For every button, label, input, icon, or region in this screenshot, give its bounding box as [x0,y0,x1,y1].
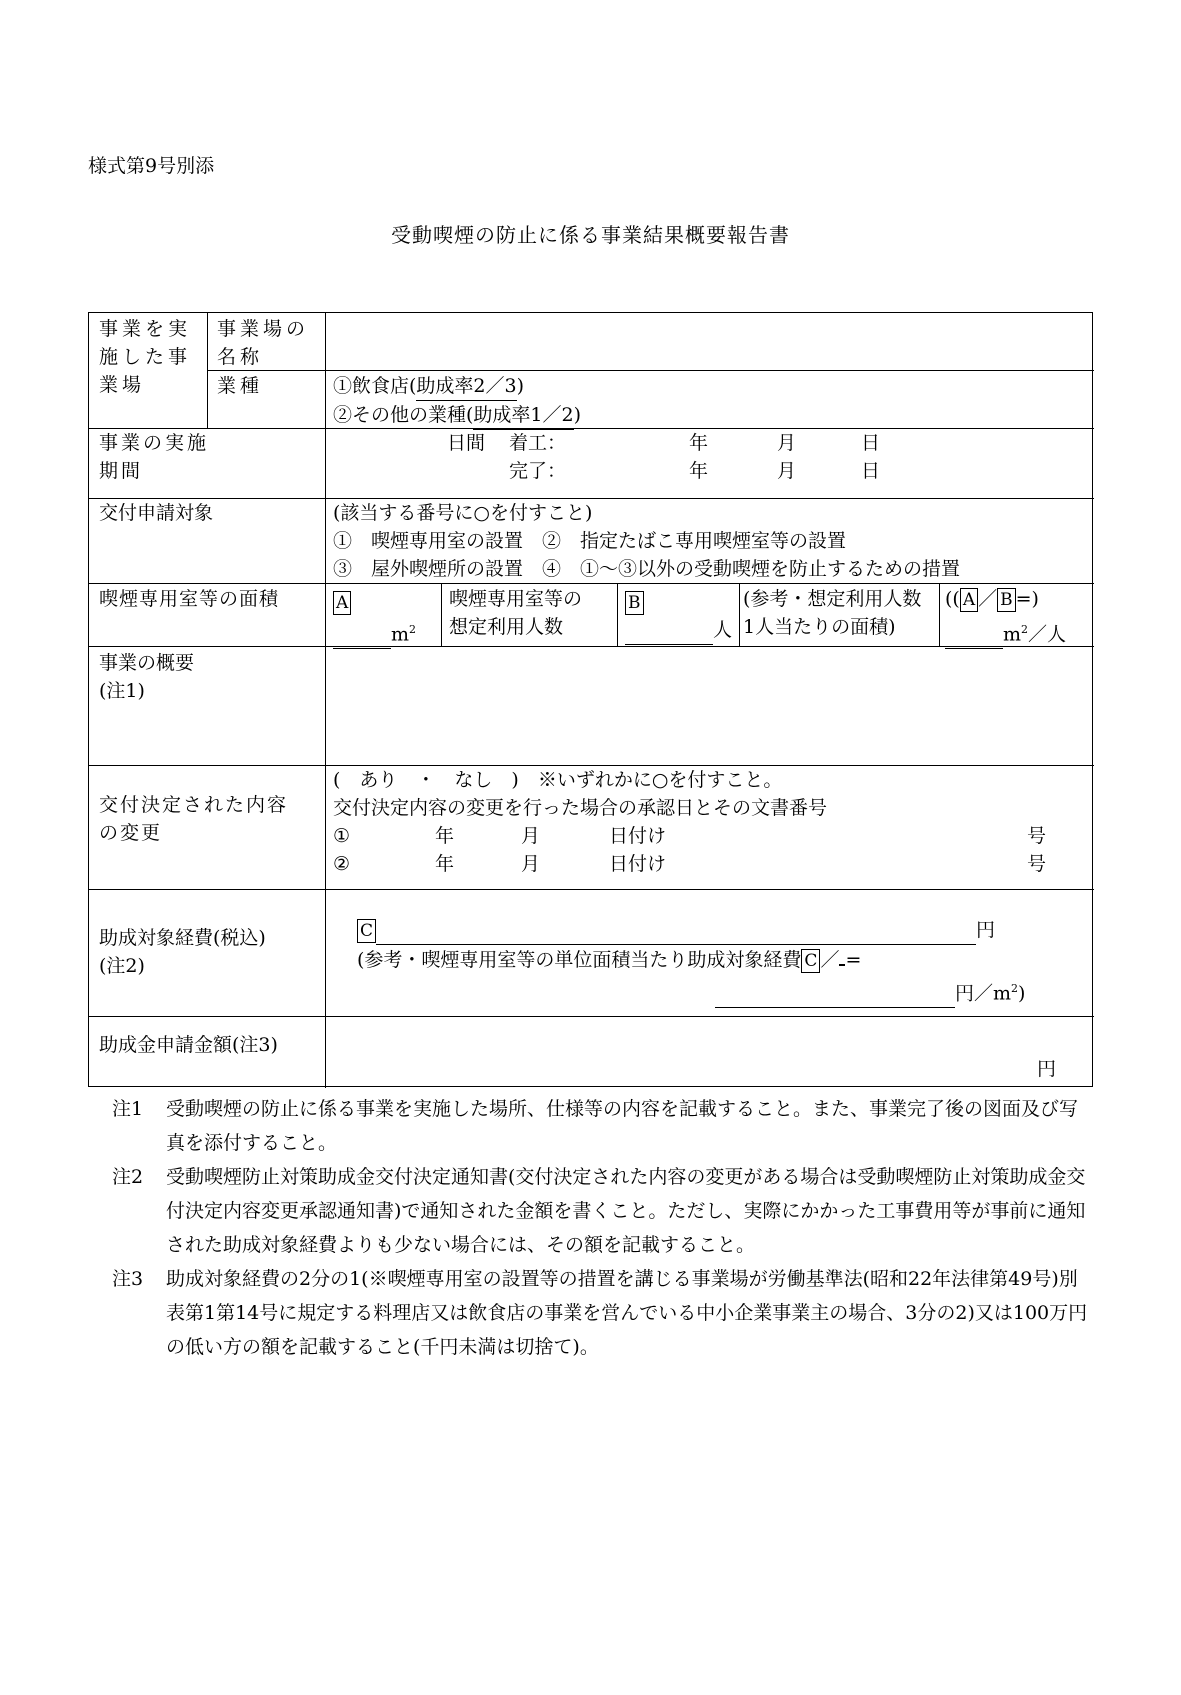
note-3: 注3 助成対象経費の2分の1(※喫煙専用室の設置等の措置を講じる事業場が労働基準法(昭和22年法律第49号)別表第1第14号に規定する料理店又は飲食店の事業を営んでいる中小企業事業主の場合、3分の2)又は100万円の低い方の額を記載すること(千円未満は切捨て)。 [112,1268,1088,1358]
per-person-input[interactable]: $m^2/$人 [945,616,1066,649]
ratio-formula: (( A ／ B =) [945,588,1039,610]
area-label: 喫煙専用室等の面積 [99,588,280,610]
cost-input[interactable]: C 円 [357,916,995,945]
change-item-2-year: 年 [435,853,455,875]
note-1: 注1 受動喫煙の防止に係る事業を実施した場所、仕様等の内容を記載すること。また、事業完了後の図面及び写真を添付すること。 [112,1098,1079,1154]
overview-field[interactable] [337,653,1077,753]
change-item-2-number: 号 [1027,853,1047,875]
end-day: 日 [861,460,881,482]
period-label: 事業の実施 期間 [99,432,210,482]
change-item-2-dated: 日付け [609,853,667,875]
period-start-label: 着工： [509,432,567,454]
area-reference-label: (参考・想定利用人数 1人当たりの面積) [743,588,922,638]
cost-per-area-input[interactable]: 円$/m^2$) [715,975,1025,1008]
industry-options[interactable] [333,372,581,430]
users-input[interactable]: 人 [625,616,732,645]
target-option-1: ① 喫煙専用室の設置 [333,530,524,552]
change-item-2-month: 月 [521,853,541,875]
target-option-4: ④ ①～③以外の受動喫煙を防止するための措置 [542,558,961,580]
target-option-3: ③ 屋外喫煙所の設置 [333,558,524,580]
request-yen[interactable]: 円 [1037,1058,1057,1080]
cost-reference: (参考・喫煙専用室等の単位面積当たり助成対象経費 C ／ = [357,949,862,971]
end-year: 年 [689,460,709,482]
note-2: 注2 受動喫煙防止対策助成金交付決定通知書(交付決定された内容の変更がある場合は受動喫煙防止対策助成金交付決定内容変更承認通知書)で通知された金額を書くこと。ただし、実際にかかった工事費用等が事前に通知された助成対象経費よりも少ない場合には、その額を記載すること。 [112,1166,1086,1256]
area-box-b: B [625,588,644,616]
period-end-label: 完了： [509,460,567,482]
change-item-1-month: 月 [521,825,541,847]
change-item-1-dated: 日付け [609,825,667,847]
overview-label: 事業の概要 (注1) [99,652,195,702]
change-item-1-num: ① [333,825,351,847]
workplace-name-field[interactable] [337,327,1077,357]
workplace-name-label: 事業場の 名称 [217,318,310,368]
area-users-label: 喫煙専用室等の 想定利用人数 [449,588,583,638]
notes [112,1092,1092,1364]
application-target-label: 交付申請対象 [99,502,214,524]
industry-option-restaurant: ①飲食店(助成率2／3) [333,372,581,401]
start-year: 年 [689,432,709,454]
area-box-a: A [333,588,351,616]
change-item-1-year: 年 [435,825,455,847]
change-label: 交付決定された内容 の変更 [99,794,289,844]
cost-label: 助成対象経費(税込) (注2) [99,927,266,977]
target-option-2: ② 指定たばこ専用喫煙室等の設置 [542,530,847,552]
workplace-label: 事業を実 施した事 業場 [99,318,192,396]
report-table [88,312,1093,1087]
period-days-label: 日間 [447,432,486,454]
change-item-1-number: 号 [1027,825,1047,847]
form-number: 様式第9号別添 [88,155,215,177]
application-target-options[interactable]: (該当する番号に○を付すこと) ① 喫煙専用室の設置 ② 指定たばこ専用喫煙室等の設置 ③ 屋外喫煙所の設置 ④ ①～③以外の受動喫煙を防止するための措置 [333,502,961,580]
start-day: 日 [861,432,881,454]
industry-option-other: ②その他の業種(助成率1／2) [333,401,581,430]
end-month: 月 [777,460,797,482]
change-item-2-num: ② [333,853,351,875]
document-title: 受動喫煙の防止に係る事業結果概要報告書 [391,223,790,247]
start-month: 月 [777,432,797,454]
change-choice[interactable]: ( あり ・ なし ) ※いずれかに○を付すこと。 [333,769,783,791]
request-label: 助成金申請金額(注3) [99,1034,278,1056]
industry-label: 業種 [217,375,264,397]
change-approval-text: 交付決定内容の変更を行った場合の承認日とその文書番号 [333,797,828,819]
area-input[interactable]: $m^2$ [333,616,416,649]
